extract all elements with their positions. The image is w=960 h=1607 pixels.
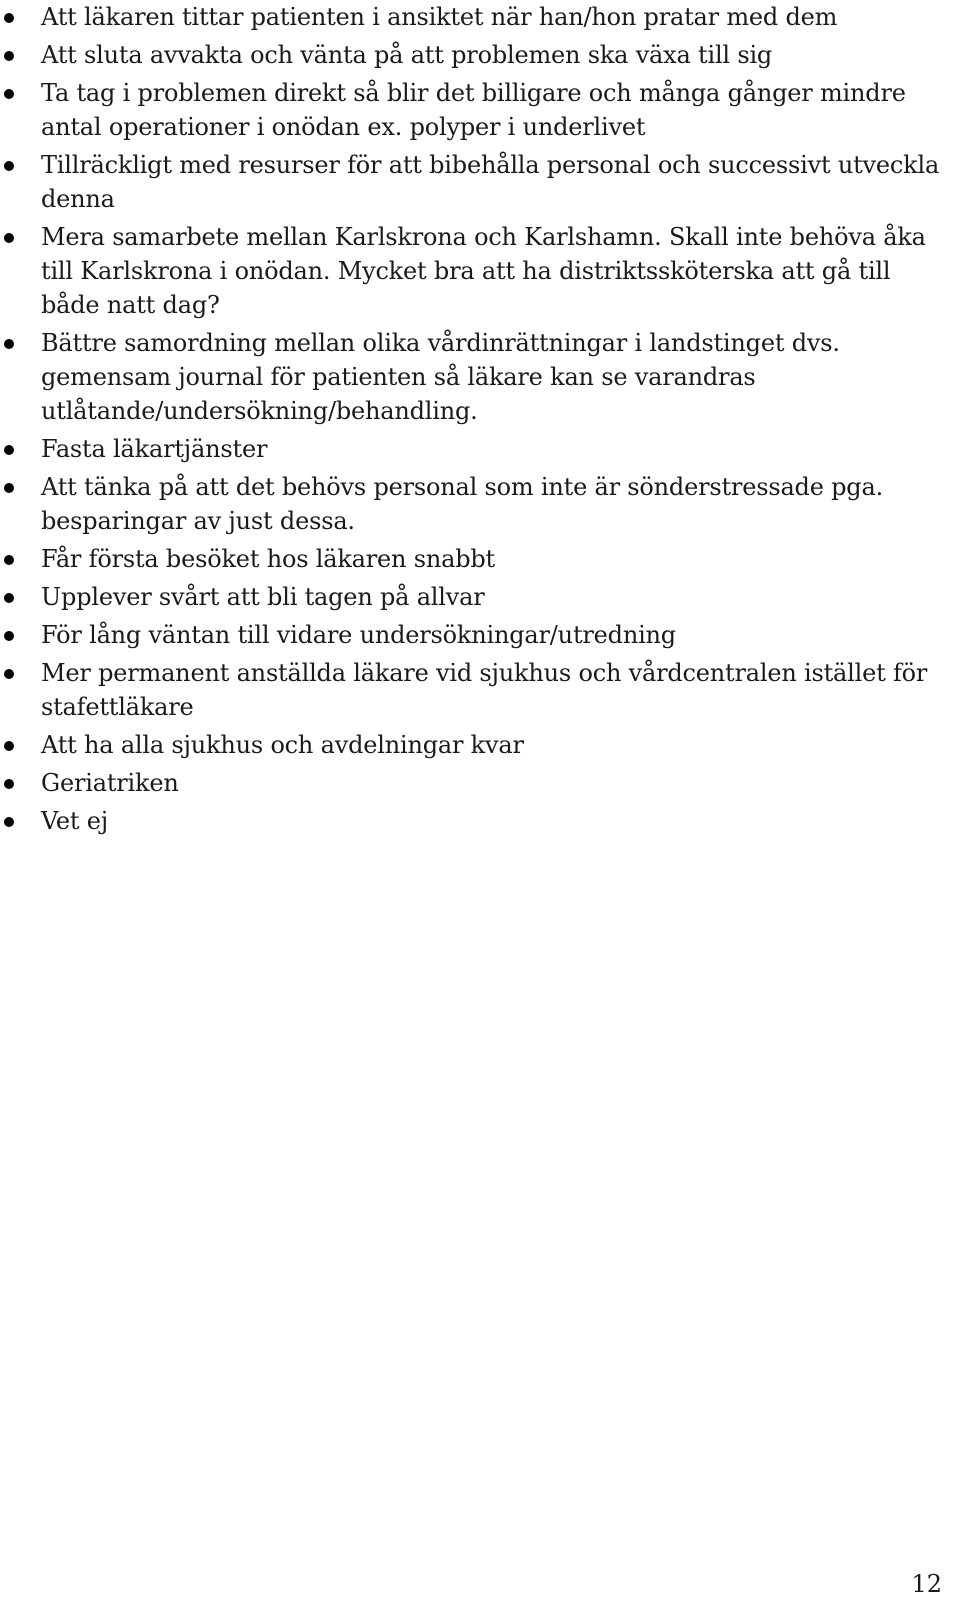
list-item: Att tänka på att det behövs personal som inte är sönderstressade pga. besparingar av just dessa.	[0, 470, 940, 538]
list-item: Fasta läkartjänster	[0, 432, 940, 466]
list-item: Att sluta avvakta och vänta på att problemen ska växa till sig	[0, 38, 940, 72]
list-item: Bättre samordning mellan olika vårdinrättningar i landstinget dvs. gemensam journal för patienten så läkare kan se varandras utlåtande/undersökning/behandling.	[0, 326, 940, 428]
list-item: Tillräckligt med resurser för att bibehålla personal och successivt utveckla denna	[0, 148, 940, 216]
list-item: Geriatriken	[0, 766, 940, 800]
list-item: Får första besöket hos läkaren snabbt	[0, 542, 940, 576]
page-number: 12	[911, 1570, 942, 1598]
list-item: Att ha alla sjukhus och avdelningar kvar	[0, 728, 940, 762]
list-item: Vet ej	[0, 804, 940, 838]
list-item: Upplever svårt att bli tagen på allvar	[0, 580, 940, 614]
list-item: Att läkaren tittar patienten i ansiktet när han/hon pratar med dem	[0, 0, 940, 34]
list-item: Ta tag i problemen direkt så blir det billigare och många gånger mindre antal operationer i onödan ex. polyper i underlivet	[0, 76, 940, 144]
list-item: Mer permanent anställda läkare vid sjukhus och vårdcentralen istället för stafettläkare	[0, 656, 940, 724]
list-item: För lång väntan till vidare undersökningar/utredning	[0, 618, 940, 652]
list-item: Mera samarbete mellan Karlskrona och Karlshamn. Skall inte behöva åka till Karlskrona i onödan. Mycket bra att ha distriktssköterska att gå till både natt dag?	[0, 220, 940, 322]
